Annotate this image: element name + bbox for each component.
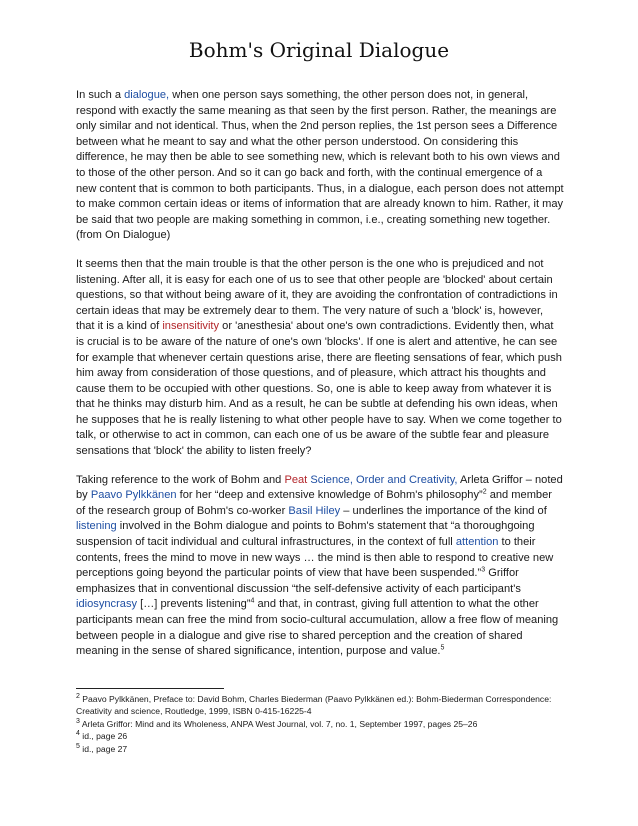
p3-text: for her “deep and extensive knowledge of Bohm's philosophy”	[176, 489, 483, 502]
link-insensitivity[interactable]: insensitivity	[162, 320, 220, 333]
footnote-ref-4[interactable]: 4	[250, 597, 255, 605]
p3-text: to their contents, frees the mind to move in new ways … the mind is then able to respond to creative new perceptions going beyond the particular points of view that have been suspended.”	[76, 536, 554, 580]
p3-text: – underlines the importance of the kind of	[340, 504, 547, 517]
footnote-ref-5[interactable]: 5	[440, 644, 445, 652]
document-body	[76, 88, 564, 673]
footnote-4	[76, 730, 564, 742]
footnote-3	[76, 718, 564, 730]
paragraph-3	[76, 473, 564, 660]
footnote-number: 5	[76, 742, 80, 750]
p3-text: involved in the Bohm dialogue and points to Bohm's statement that “a thoroughgoing suspension of tacit individual and cultural infrastructures, in the context of full	[76, 520, 535, 549]
footnotes	[76, 693, 564, 755]
link-science-order-creativity[interactable]: Science, Order and Creativity,	[310, 473, 458, 486]
footnote-5	[76, 743, 564, 755]
footnote-separator	[76, 688, 224, 689]
footnote-text: id., page 26	[79, 731, 128, 742]
p2-text: or 'anesthesia' about one's own contradictions. Evidently then, what is crucial is to be aware of the nature of one's own 'blocks'. If one is alert and attentive, he can see for example that whenever certain questions arise, there are fleeting sensations of fear, which push him away from consideration of those questions, and of pleasure, which attract his thoughts and cause them to be occupied with other questions. So, one is able to keep away from whatever it is that he thinks may disturb him. And as a result, he can be subtle at defending his own ideas, when he supposes that he is really listening to what other people have to say. When we come together to talk, or otherwise to act in common, can each one of us be aware of the subtle fear and pleasure sensations that 'block' the ability to listen freely?	[76, 320, 562, 458]
footnote-text: Paavo Pylkkänen, Preface to: David Bohm, Charles Biederman (Paavo Pylkkänen ed.): Bohm-Biederman Correspondence: Creativity and science, Routledge, 1999, ISBN 0-415-16225-4	[76, 694, 552, 717]
link-basil-hiley[interactable]: Basil Hiley	[288, 504, 341, 517]
footnote-2	[76, 693, 564, 718]
footnote-text: Arleta Griffor: Mind and its Wholeness, ANPA West Journal, vol. 7, no. 1, September 1997, pages 25–26	[79, 718, 478, 729]
link-listening[interactable]: listening	[76, 520, 117, 533]
p3-text: Arleta Griffor – noted by	[76, 473, 563, 502]
page-title: Bohm's Original Dialogue	[188, 38, 450, 62]
footnote-number: 4	[76, 730, 80, 738]
p3-text: Taking reference to the work of Bohm and	[76, 473, 285, 486]
link-attention[interactable]: attention	[455, 536, 499, 549]
link-idiosyncrasy[interactable]: idiosyncrasy	[76, 598, 138, 611]
p3-text: and member of the research group of Bohm's co-worker	[76, 489, 552, 517]
paragraph-2	[76, 257, 564, 460]
footnote-text: id., page 27	[79, 743, 128, 754]
p2-text: It seems then that the main trouble is that the other person is the one who is prejudiced and not listening. After all, it is easy for each one of us to see that other people are 'blocked' about certain questions, so that without being aware of it, they are avoiding the confrontation of contradictions in certain ideas that may be extremely dear to them. The very nature of such a 'block' is, however, that it is a kind of	[76, 257, 558, 333]
link-paavo-pylkkanen[interactable]: Paavo Pylkkänen	[90, 489, 177, 502]
p1-text: In such a	[76, 89, 125, 101]
footnote-number: 2	[76, 693, 80, 701]
link-peat[interactable]: Peat	[284, 473, 308, 486]
link-dialogue[interactable]: dialogue,	[124, 89, 170, 101]
paragraph-1	[76, 88, 564, 244]
footnote-ref-2[interactable]: 2	[482, 488, 487, 496]
footnote-ref-3[interactable]: 3	[481, 566, 486, 574]
p3-text: Griffor emphasizes that in conventional discussion “the self-defensive activity of each participant's	[76, 567, 521, 595]
p3-text: and that, in contrast, giving full attention to what the other participants mean can free the mind from socio-cultural accumulation, allow a free flow of meaning between people in a dialogue and give rise to shared perception and the creation of shared meaning in the sense of shared significance, intention, purpose and value.	[76, 598, 559, 658]
p1-text: when one person says something, the other person does not, in general, respond with exactly the same meaning as that seen by the first person. Rather, the meanings are only similar and not identical. Thus, when the 2nd person replies, the 1st person sees a Difference between what he meant to say and what the other person understood. On considering this difference, he may then be able to see something new, which is relevant both to his own views and to those of the other person. And so it can go back and forth, with the continual emergence of a new content that is common to both participants. Thus, in a dialogue, each person does not attempt to make common certain ideas or items of information that are already known to him. Rather, it may be said that two people are making something in common, i.e., creating something new together. (from On Dialogue)	[76, 89, 564, 242]
footnote-number: 3	[76, 717, 80, 725]
p3-text: […] prevents listening”	[137, 598, 251, 611]
